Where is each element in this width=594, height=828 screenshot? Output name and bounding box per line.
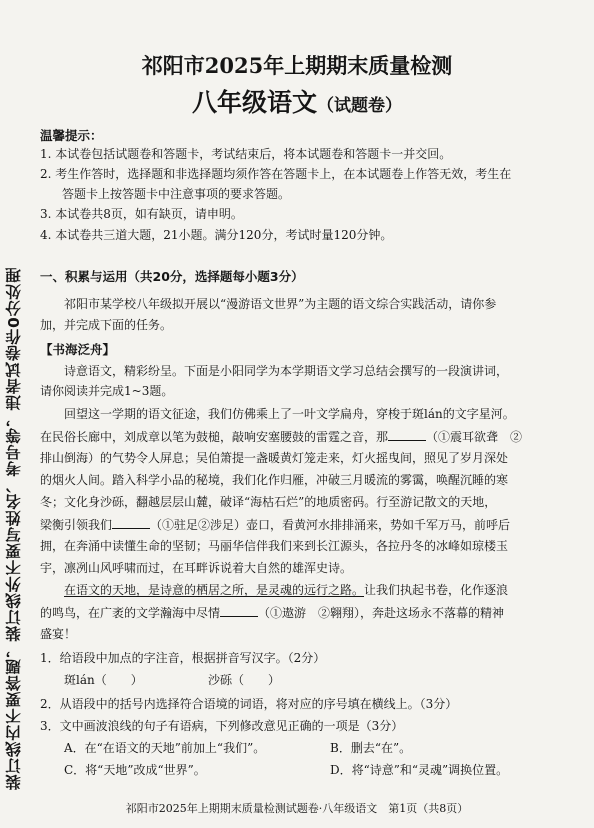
sub-intro-1: 诗意语文，精彩纷呈。下面是小阳同学为本学期语文学习总结会撰写的一段演讲词， — [64, 364, 509, 378]
subject-name: 八年级语文 — [191, 88, 317, 117]
answer-blank-3 — [220, 605, 258, 617]
question-2: 2．从语段中的括号内选择符合语境的词语，将对应的序号填在横线上。（3分） — [40, 697, 458, 711]
passage-line-2-text: 在民俗长廊中，刘成章以笔为鼓槌，敲响安塞腰鼓的雷霆之音，那 — [40, 430, 389, 444]
page-footer: 祁阳市2025年上期期末质量检测试题卷·八年级语文 第1页（共8页） — [125, 802, 469, 815]
passage-line-9 — [64, 583, 508, 598]
sub-heading: 【书海泛舟】 — [40, 342, 116, 357]
tip-3: 3. 本试卷共8页，如有缺页，请申明。 — [40, 207, 243, 221]
passage-line-2-choice: （①震耳欲聋 ② — [426, 430, 523, 444]
passage-line-8: 宇，凛冽山风呼啸而过，在耳畔诉说着大自然的雄浑史诗。 — [40, 561, 353, 575]
intro-line-2: 加，并完成下面的任务。 — [40, 318, 173, 332]
exam-title: 祁阳市2025年上期期末质量检测 — [141, 53, 453, 78]
passage-line-2 — [40, 429, 522, 445]
passage-line-9-rest: 让我们执起书卷，化作逐浪 — [364, 583, 509, 597]
tip-2: 2. 考生作答时，选择题和非选择题均须作答在答题卡上，在本试题卷上作答无效，考生在 — [40, 167, 512, 181]
passage-line-6-choice: （①驻足②涉足）壶口，看黄河水排排涌来，势如千军万马，前呼后 — [150, 518, 511, 532]
passage-line-10-text: 的鸣鸟，在广袤的文学瀚海中尽情 — [40, 606, 221, 620]
section-1-heading: 一、积累与运用（共20分，选择题每小题3分） — [40, 269, 304, 284]
passage-line-4: 的烟火人间。踏入科学小品的秘境，我们化作归雁，冲破三月暖流的雾霭，唤醒沉睡的寒 — [40, 473, 509, 487]
answer-blank-2 — [112, 517, 150, 529]
exam-subject — [0, 83, 594, 119]
binding-line-note: 装订线内不要答题，装订线外不要写姓名、考号等，违者试卷作0分处理 — [5, 266, 23, 790]
tips-heading: 温馨提示： — [40, 128, 103, 143]
passage-line-1: 回望这一学期的语文征途，我们仿佛乘上了一叶文学扁舟，穿梭于斑lán的文字星河。 — [64, 407, 515, 421]
option-d: D．将“诗意”和“灵魂”调换位置。 — [330, 763, 509, 777]
subject-subtitle: （试题卷） — [317, 96, 402, 116]
passage-line-6-text: 梁衡引领我们 — [40, 518, 113, 532]
passage-line-7: 拥，在奔涌中读懂生命的坚韧；马丽华信伴我们来到长江源头，各拉丹冬的冰峰如琼楼玉 — [40, 539, 509, 553]
sub-intro-2: 请你阅读并完成1~3题。 — [40, 384, 174, 398]
tip-1: 1. 本试卷包括试题卷和答题卡，考试结束后，将本试题卷和答题卡一并交回。 — [40, 147, 452, 161]
option-a: A．在“在语文的天地”前加上“我们”。 — [64, 741, 266, 755]
question-3: 3．文中画波浪线的句子有语病，下列修改意见正确的一项是（3分） — [40, 719, 404, 733]
passage-line-5: 冬；文化身沙砾，翻越层层山麓，破译“海枯石烂”的地质密码。行至游记散文的天地， — [40, 495, 497, 509]
tip-2-cont: 答题卡上按答题卡中注意事项的要求答题。 — [62, 187, 291, 201]
question-1: 1．给语段中加点的字注音，根据拼音写汉字。（2分） — [40, 651, 326, 665]
passage-line-11: 盛宴！ — [40, 627, 77, 641]
option-c: C．将“天地”改成“世界”。 — [64, 763, 206, 777]
passage-line-10-choice: （①遨游 ②翱翔），奔赴这场永不落幕的精神 — [258, 606, 505, 620]
passage-line-6 — [40, 517, 510, 533]
option-b: B．删去“在”。 — [330, 741, 412, 755]
answer-blank-1 — [388, 429, 426, 441]
intro-line-1: 祁阳市某学校八年级拟开展以“漫游语文世界”为主题的语文综合实践活动，请你参 — [64, 297, 497, 311]
question-1-item-1: 斑lán（ ） — [64, 673, 143, 687]
passage-line-10 — [40, 605, 504, 621]
question-1-item-2: 沙砾（ ） — [208, 673, 281, 687]
passage-line-3: 排山倒海）的气势令人屏息；吴伯箫提一盏暖黄灯笼走来，灯火摇曳间，照见了岁月深处 — [40, 451, 509, 465]
tip-4: 4. 本试卷共三道大题，21小题。满分120分，考试时量120分钟。 — [40, 228, 393, 242]
wavy-underlined-sentence: 在语文的天地，是诗意的栖居之所，是灵魂的远行之路。 — [64, 583, 365, 597]
